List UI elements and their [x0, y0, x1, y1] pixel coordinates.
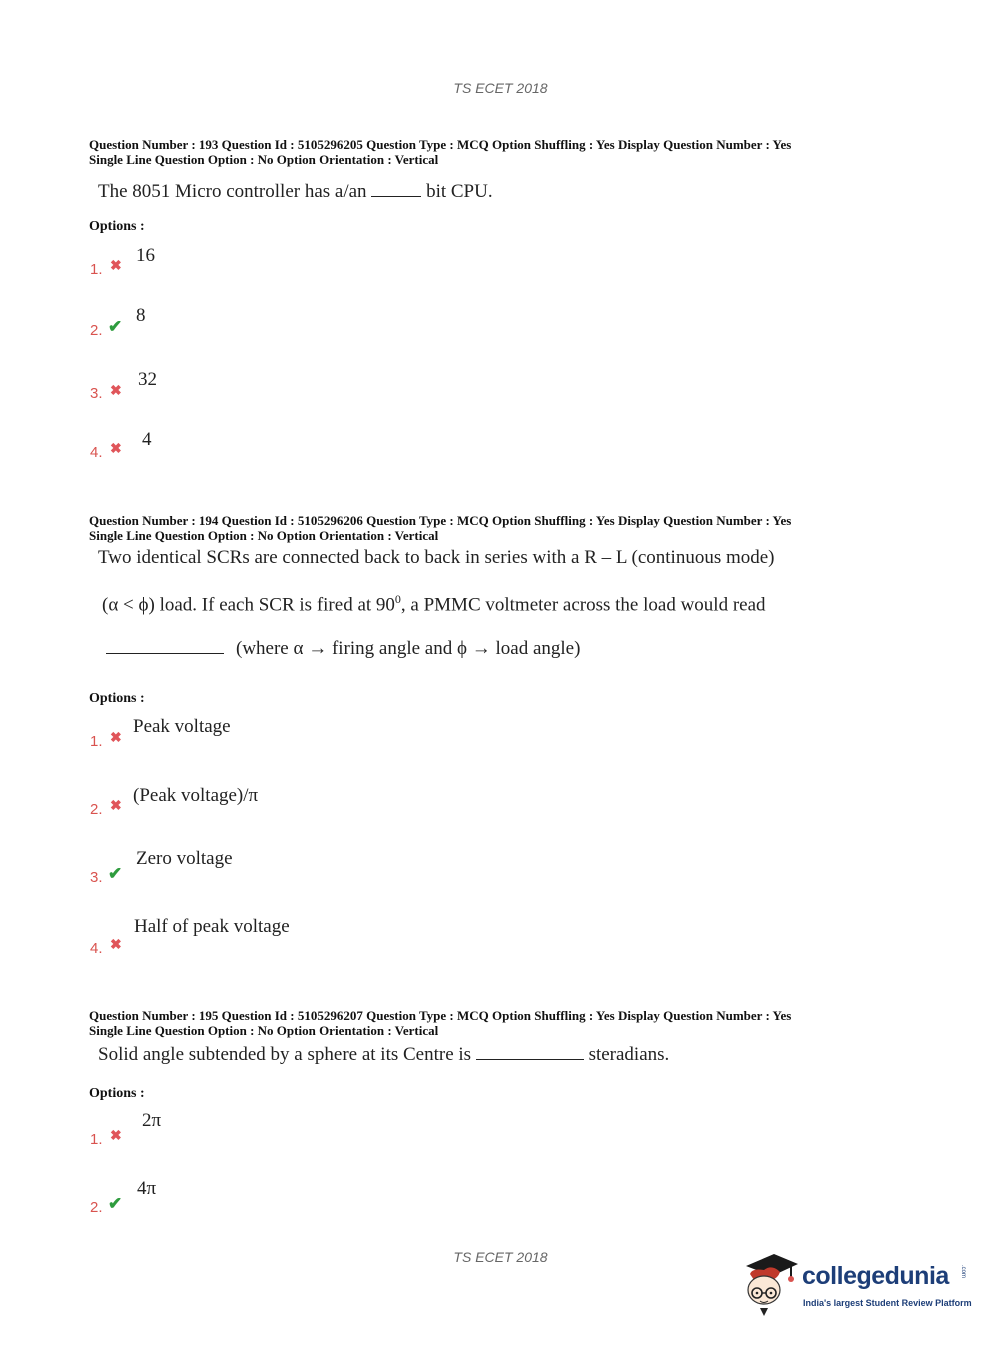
question-meta-line1: Question Number : 194 Question Id : 5105296206 Question Type : MCQ Option Shuffling : Yes Display Question Number : Yes	[89, 513, 792, 528]
question-text	[98, 181, 493, 203]
question-meta-line2: Single Line Question Option : No Option Orientation : Vertical	[89, 152, 439, 167]
option-text: Zero voltage	[136, 848, 233, 869]
answer-blank	[106, 649, 224, 654]
correct-check-icon: ✔	[108, 1194, 123, 1213]
option-number: 2.	[90, 1199, 103, 1216]
option-number: 4.	[90, 940, 103, 957]
wrong-cross-icon: ✖	[110, 442, 122, 457]
option-text: 32	[138, 369, 157, 390]
question-text-line2-part1: (α < ϕ) load. If each SCR is fired at 90	[102, 594, 395, 616]
question-text-part1: Solid angle subtended by a sphere at its Centre is	[98, 1044, 472, 1065]
question-text-line1: Two identical SCRs are connected back to back in series with a R – L (continuous mode)	[98, 547, 775, 568]
option-number: 2.	[90, 322, 103, 339]
question-text-line2	[102, 592, 766, 616]
question-text-line3-text: (where α → firing angle and ϕ → load angle)	[236, 638, 581, 659]
brand-logo	[742, 1248, 972, 1318]
option-text: 2π	[142, 1110, 162, 1131]
question-text	[98, 1044, 669, 1066]
option-number: 1.	[90, 261, 103, 278]
question-text-part2: bit CPU.	[426, 181, 493, 202]
question-text-part1: The 8051 Micro controller has a/an	[98, 181, 367, 202]
option-number: 4.	[90, 444, 103, 461]
page-header: TS ECET 2018	[453, 80, 548, 96]
option-text: Peak voltage	[133, 716, 231, 737]
option-text: 4	[142, 429, 152, 450]
option-text: 4π	[137, 1178, 157, 1199]
degree-superscript: 0	[394, 592, 401, 606]
answer-blank	[371, 192, 421, 197]
wrong-cross-icon: ✖	[110, 731, 122, 746]
question-meta	[89, 137, 969, 167]
question-text-line3	[106, 638, 580, 660]
option-number: 3.	[90, 385, 103, 402]
option-text: (Peak voltage)/π	[133, 785, 259, 806]
question-meta-line2: Single Line Question Option : No Option Orientation : Vertical	[89, 528, 439, 543]
option-number: 2.	[90, 801, 103, 818]
options-label: Options :	[89, 219, 145, 234]
question-meta-line1: Question Number : 193 Question Id : 5105296205 Question Type : MCQ Option Shuffling : Yes Display Question Number : Yes	[89, 137, 792, 152]
wrong-cross-icon: ✖	[110, 938, 122, 953]
options-label: Options :	[89, 691, 145, 706]
option-text: Half of peak voltage	[134, 916, 290, 937]
wrong-cross-icon: ✖	[110, 1129, 122, 1144]
brand-domain-suffix: .com	[960, 1265, 966, 1279]
wrong-cross-icon: ✖	[110, 384, 122, 399]
mascot-icon	[742, 1248, 800, 1318]
wrong-cross-icon: ✖	[110, 799, 122, 814]
option-text: 8	[136, 305, 146, 326]
option-number: 1.	[90, 1131, 103, 1148]
question-meta	[89, 513, 969, 543]
question-meta-line1: Question Number : 195 Question Id : 5105296207 Question Type : MCQ Option Shuffling : Yes Display Question Number : Yes	[89, 1008, 792, 1023]
question-text-part2: steradians.	[588, 1044, 670, 1065]
answer-blank	[476, 1055, 584, 1060]
question-meta	[89, 1008, 969, 1038]
correct-check-icon: ✔	[108, 317, 123, 336]
brand-tagline: India's largest Student Review Platform	[803, 1298, 972, 1308]
option-number: 1.	[90, 733, 103, 750]
question-text-line2-part2: , a PMMC voltmeter across the load would read	[400, 594, 766, 616]
brand-name: collegedunia	[802, 1262, 949, 1290]
correct-check-icon: ✔	[108, 864, 123, 883]
options-label: Options :	[89, 1086, 145, 1101]
page-footer: TS ECET 2018	[453, 1249, 548, 1265]
option-number: 3.	[90, 869, 103, 886]
question-meta-line2: Single Line Question Option : No Option Orientation : Vertical	[89, 1023, 439, 1038]
option-text: 16	[136, 245, 155, 266]
wrong-cross-icon: ✖	[110, 259, 122, 274]
